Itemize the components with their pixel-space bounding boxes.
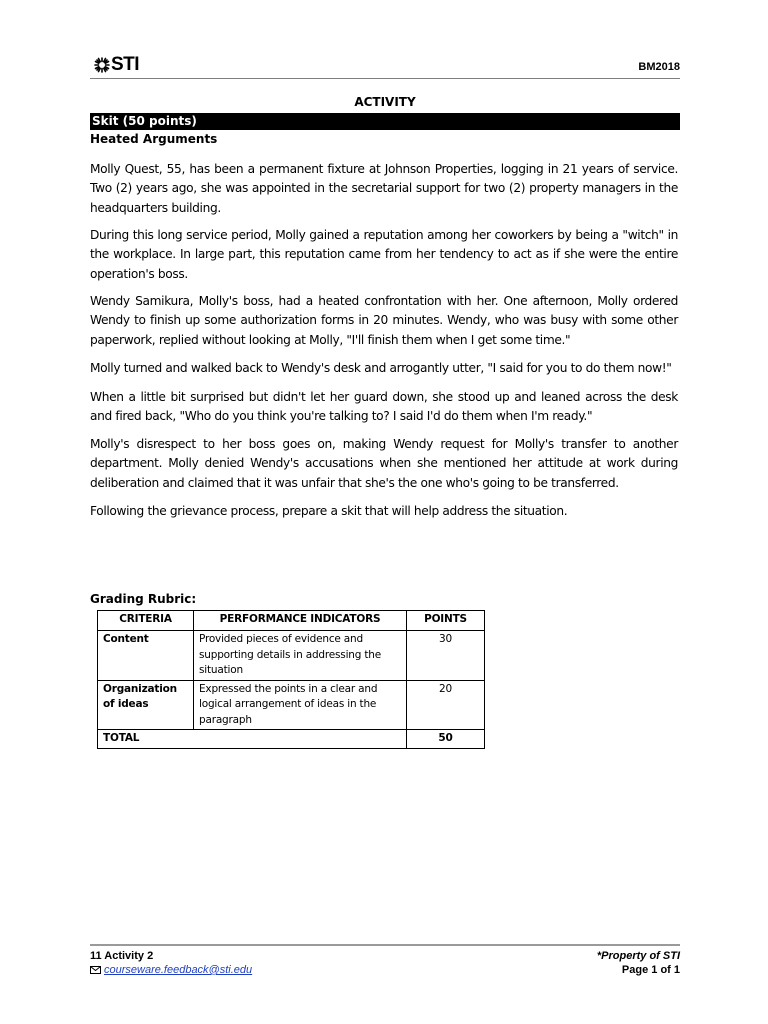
footer-left — [90, 949, 252, 977]
envelope-icon — [90, 966, 101, 974]
page-number: Page 1 of 1 — [621, 964, 680, 976]
rubric-table — [97, 610, 485, 749]
criteria-cell: Organization of ideas — [98, 680, 194, 730]
total-row — [98, 730, 485, 749]
footer-email-line — [90, 963, 252, 977]
activity-subtitle: Heated Arguments — [90, 132, 218, 146]
footer-code: 11 Activity 2 — [90, 950, 154, 962]
rubric-title: Grading Rubric: — [90, 592, 197, 606]
paragraph-2: During this long service period, Molly gained a reputation among her coworkers by being a "witch" in the workplace. In large part, this reputation came from her tendency to act as if she were the entire operation's boss. — [90, 228, 678, 281]
paragraph-3: Wendy Samikura, Molly's boss, had a heated confrontation with her. One afternoon, Molly ordered Wendy to finish up some authorization forms in 20 minutes. Wendy, who was busy with some other paperwork, replied without looking at Molly, "I'll finish them when I get some time." — [90, 294, 678, 347]
header-divider — [90, 78, 680, 79]
sti-logo — [94, 54, 139, 76]
paragraph-1: Molly Quest, 55, has been a permanent fixture at Johnson Properties, logging in 21 years of service. Two (2) years ago, she was appointed in the secretarial support for two (2) property managers in the headquarters building. — [90, 162, 678, 215]
feedback-email-link[interactable]: courseware.feedback@sti.edu — [104, 964, 253, 976]
table-row — [98, 631, 485, 681]
footer-divider — [90, 944, 680, 946]
logo-text: STI — [111, 54, 140, 75]
paragraph-6: Molly's disrespect to her boss goes on, making Wendy request for Molly's transfer to another department. Molly denied Wendy's accusations when she mentioned her attitude at work during deliberation and claimed that it was unfair that she's the one who's going to be transferred. — [90, 437, 678, 490]
paragraph-4: Molly turned and walked back to Wendy's desk and arrogantly utter, "I said for you to do them now!" — [90, 361, 672, 375]
criteria-cell: Content — [98, 631, 194, 681]
rubric-header-row — [98, 611, 485, 631]
page-header — [90, 52, 680, 78]
footer-right — [597, 949, 680, 977]
sti-logo-icon — [94, 57, 110, 73]
property-notice: *Property of STI — [596, 950, 680, 962]
section-bar: Skit (50 points) — [90, 113, 680, 130]
indicator-cell: Provided pieces of evidence and supporting details in addressing the situation — [194, 631, 407, 681]
points-cell: 30 — [407, 631, 485, 681]
indicator-cell: Expressed the points in a clear and logical arrangement of ideas in the paragraph — [194, 680, 407, 730]
document-code: BM2018 — [638, 61, 680, 73]
activity-title: ACTIVITY — [354, 95, 416, 109]
column-header-points: POINTS — [407, 611, 485, 631]
column-header-indicators: PERFORMANCE INDICATORS — [194, 611, 407, 631]
paragraph-7: Following the grievance process, prepare a skit that will help address the situation. — [90, 504, 568, 518]
total-label: TOTAL — [98, 730, 407, 749]
total-points: 50 — [407, 730, 485, 749]
paragraph-5: When a little bit surprised but didn't let her guard down, she stood up and leaned across the desk and fired back, "Who do you think you're talking to? I said I'd do them when I'm ready." — [90, 390, 678, 424]
column-header-criteria: CRITERIA — [98, 611, 194, 631]
table-row — [98, 680, 485, 730]
points-cell: 20 — [407, 680, 485, 730]
